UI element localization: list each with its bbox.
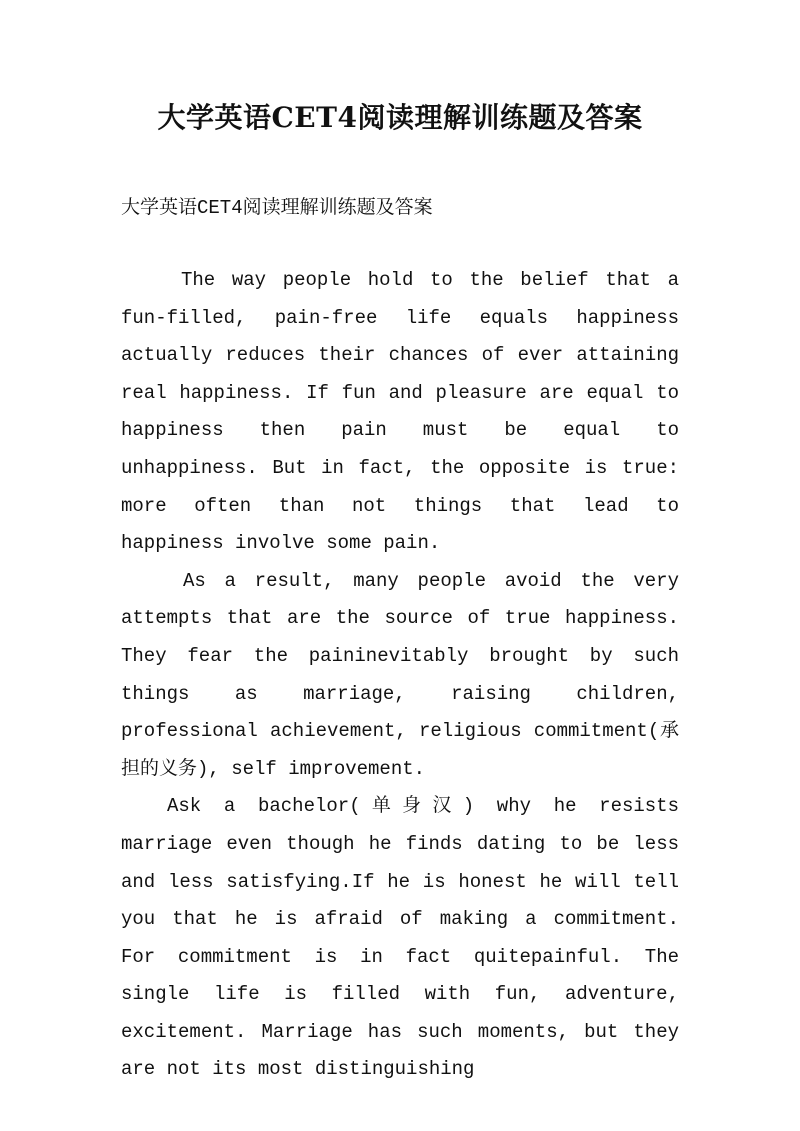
paragraph-3: Ask a bachelor(单身汉) why he resists marriage even though he finds dating to be less and less satisfying.If he is honest he will tell you that he is afraid of making a commitment. For commitment is in fact quitepainful. The single life is filled with fun, adventure, excitement. Marriage has such moments, but they are not its most distinguishing (121, 795, 679, 1081)
paragraph-1: The way people hold to the belief that a fun-filled, pain-free life equals happiness actually reduces their chances of ever attaining real happiness. If fun and pleasure are equal to happiness then pain must be equal to unhappiness. But in fact, the opposite is true: more often than not things that lead to happiness involve some pain. (121, 269, 679, 555)
paragraph-2: As a result, many people avoid the very attempts that are the source of true happiness. They fear the paininevitably brought by such things as marriage, raising children, professional achievement, religious commitment(承担的义务), self improvement. (121, 569, 679, 780)
page-title: 大学英语CET4阅读理解训练题及答案 (157, 101, 643, 134)
document-subtitle: 大学英语CET4阅读理解训练题及答案 (121, 197, 433, 219)
article-body (121, 262, 679, 1089)
